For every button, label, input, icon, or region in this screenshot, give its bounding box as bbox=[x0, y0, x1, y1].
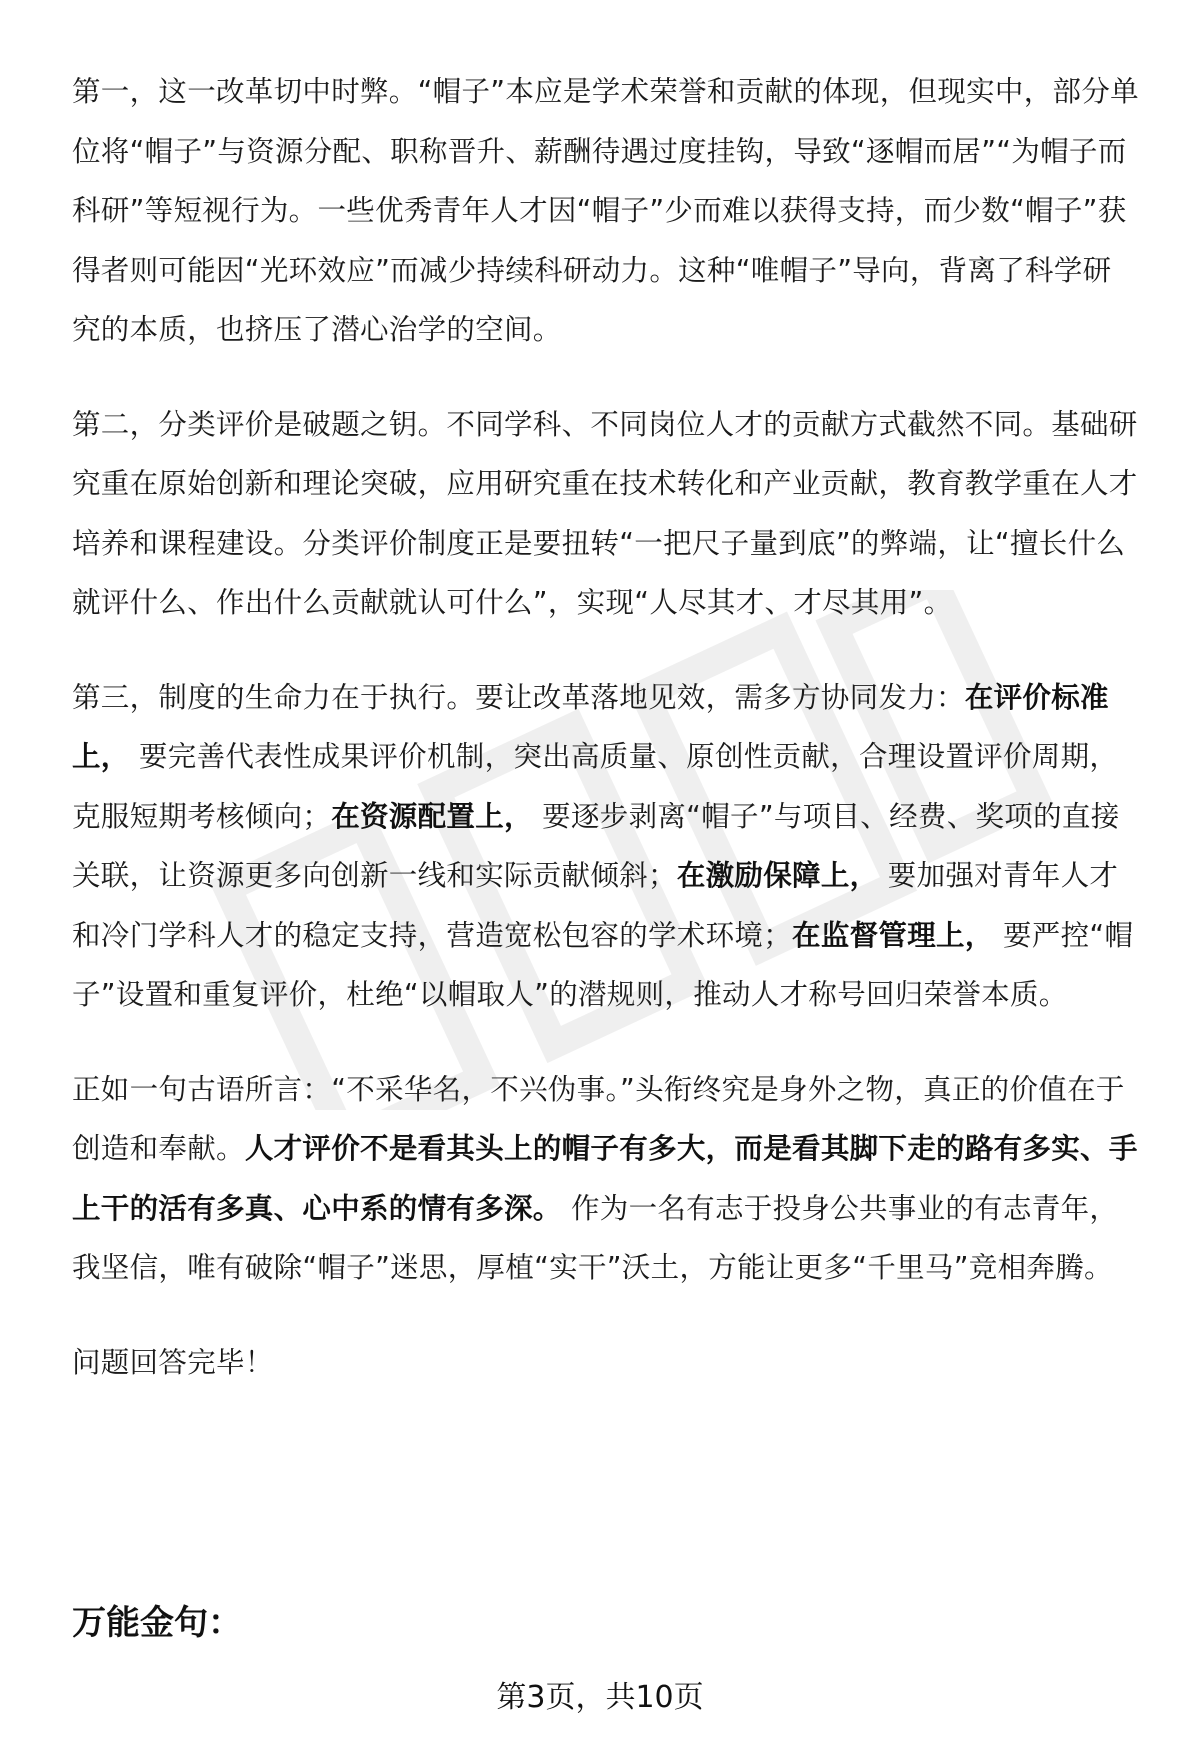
bold-text: 在资源配置上， bbox=[331, 799, 533, 833]
text-run: 要加强对青年人才和冷门学科人才的稳定支持，营造宽松包容的学术环境； bbox=[72, 859, 1119, 952]
paragraph-3 bbox=[72, 668, 1140, 1025]
paragraph-4 bbox=[72, 1060, 1140, 1298]
bold-text: 在监督管理上， bbox=[792, 918, 994, 952]
text-run: 第二，分类评价是破题之钥。不同学科、不同岗位人才的贡献方式截然不同。基础研究重在原始创新和理论突破，应用研究重在技术转化和产业贡献，教育教学重在人才培养和课程建设。分类评价制度正是要扭转“一把尺子量到底”的弊端，让“擅长什么就评什么、作出什么贡献就认可什么”，实现“人尽其才、才尽其用”。 bbox=[72, 407, 1138, 619]
text-run: 要逐步剥离“帽子”与项目、经费、奖项的直接关联，让资源更多向创新一线和实际贡献倾斜； bbox=[72, 799, 1120, 892]
text-run: 正如一句古语所言：“不采华名，不兴伪事。”头衔终究是身外之物，真正的价值在于创造和奉献。 bbox=[72, 1072, 1125, 1165]
text-run: 问题回答完毕！ bbox=[72, 1345, 274, 1379]
paragraph-5 bbox=[72, 1333, 1140, 1393]
section-heading: 万能金句： bbox=[72, 1603, 242, 1643]
bold-text: 人才评价不是看其头上的帽子有多大，而是看其脚下走的路有多实、手上干的活有多真、心中系的情有多深。 bbox=[72, 1132, 1138, 1225]
text-run: 第三，制度的生命力在于执行。要让改革落地见效，需多方协同发力： bbox=[72, 680, 965, 714]
text-run: 作为一名有志于投身公共事业的有志青年，我坚信，唯有破除“帽子”迷思，厚植“实干”沃土，方能让更多“千里马”竞相奔腾。 bbox=[72, 1191, 1119, 1284]
document-body bbox=[72, 62, 1140, 1427]
bold-text: 在评价标准上， bbox=[72, 680, 1109, 773]
text-run: 要完善代表性成果评价机制，突出高质量、原创性贡献，合理设置评价周期，克服短期考核倾向； bbox=[72, 740, 1119, 833]
paragraph-1 bbox=[72, 62, 1140, 360]
text-run: 第一，这一改革切中时弊。“帽子”本应是学术荣誉和贡献的体现，但现实中，部分单位将“帽子”与资源分配、职称晋升、薪酬待遇过度挂钩，导致“逐帽而居”“为帽子而科研”等短视行为。一些优秀青年人才因“帽子”少而难以获得支持，而少数“帽子”获得者则可能因“光环效应”而减少持续科研动力。这种“唯帽子”导向，背离了科学研究的本质，也挤压了潜心治学的空间。 bbox=[72, 75, 1139, 346]
paragraph-2 bbox=[72, 395, 1140, 633]
bold-text: 在激励保障上， bbox=[676, 859, 879, 892]
text-run: 要严控“帽子”设置和重复评价，杜绝“以帽取人”的潜规则，推动人才称号回归荣誉本质。 bbox=[72, 918, 1134, 1011]
page-footer: 第3页，共10页 bbox=[496, 1680, 704, 1715]
